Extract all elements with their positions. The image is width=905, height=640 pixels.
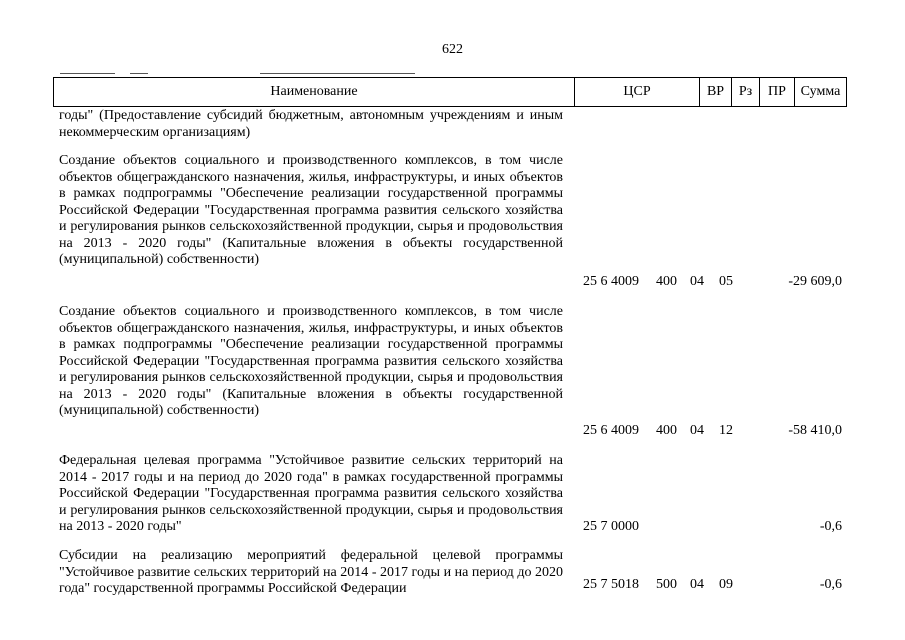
table-row-name: Федеральная целевая программа "Устойчивое развитие сельских территорий на 2014 - 2017 годы и на период до 2020 года" в рамках государственной программы Российской Федерации "Государственная программа развития сельского хозяйства и регулирования рынков сельскохозяйственной продукции, сырья и продовольствия на 2013 - 2020 годы" (59, 453, 563, 534)
table-row-name: годы" (Предоставление субсидий бюджетным, автономным учреждениям и иным некоммерческим организациям) (59, 108, 563, 140)
table-row-sum: -0,6 (819, 519, 842, 534)
table-row-vr: 400 (656, 423, 677, 438)
table-row-sum: -58 410,0 (788, 423, 842, 438)
header-pr: ПР (759, 78, 794, 106)
table-row-name: Создание объектов социального и производственного комплексов, в том числе объектов общегражданского назначения, жилья, инфраструктуры, и иных объектов в рамках подпрограммы "Обеспечение реализации государственной программы Российской Федерации "Государственная программа развития сельского хозяйства и регулирования рынков сельскохозяйственной продукции, сырья и продовольствия на 2013 - 2020 годы" (Капитальные вложения в объекты государственной (муниципальной) собственности) (59, 153, 563, 267)
table-row-name: Создание объектов социального и производственного комплексов, в том числе объектов общегражданского назначения, жилья, инфраструктуры, и иных объектов в рамках подпрограммы "Обеспечение реализации государственной программы Российской Федерации "Государственная программа развития сельского хозяйства и регулирования рынков сельскохозяйственной продукции, сырья и продовольствия на 2013 - 2020 годы" (Капитальные вложения в объекты государственной (муниципальной) собственности) (59, 304, 563, 418)
table-row-rz: 04 (690, 423, 704, 438)
table-row-pr: 05 (719, 274, 733, 289)
table-row-pr: 09 (719, 577, 733, 592)
table-row-csr: 25 7 5018 (583, 577, 639, 592)
table-row-csr: 25 6 4009 (583, 423, 639, 438)
header-vr: ВР (699, 78, 731, 106)
header-rz: Рз (731, 78, 759, 106)
table-row-csr: 25 7 0000 (583, 519, 639, 534)
page-number: 622 (442, 42, 463, 57)
table-row-csr: 25 6 4009 (583, 274, 639, 289)
header-csr: ЦСР (574, 78, 699, 106)
table-row-vr: 400 (656, 274, 677, 289)
table-row-pr: 12 (719, 423, 733, 438)
table-row-name: Субсидии на реализацию мероприятий федеральной целевой программы "Устойчивое развитие сельских территорий на 2014 - 2017 годы и на период до 2020 года" государственной программы Российской Федерации (59, 548, 563, 596)
header-name: Наименование (270, 84, 358, 99)
header-sum: Сумма (794, 78, 846, 106)
table-row-rz: 04 (690, 577, 704, 592)
table-row-vr: 500 (656, 577, 677, 592)
table-row-sum: -0,6 (819, 577, 842, 592)
table-row-sum: -29 609,0 (788, 274, 842, 289)
table-row-rz: 04 (690, 274, 704, 289)
